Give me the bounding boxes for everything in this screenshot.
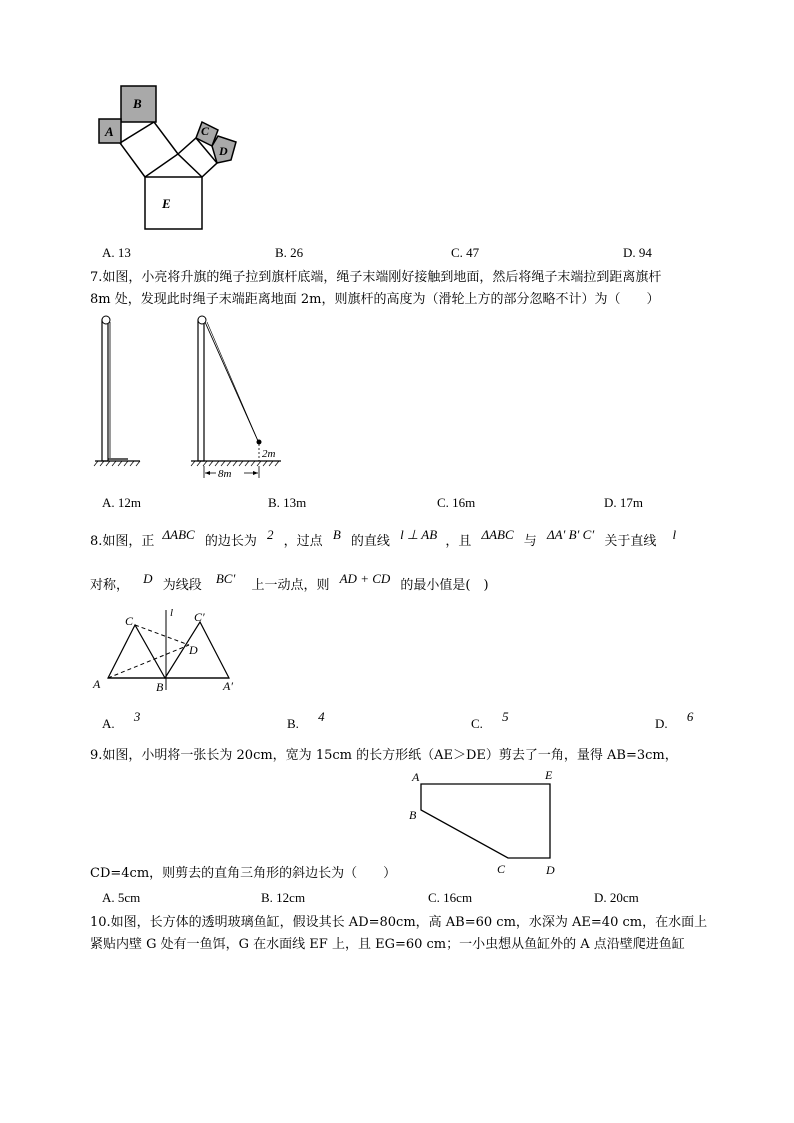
q9-option-d: D. 20cm (594, 890, 639, 905)
q7-option-c: C. 16m (437, 495, 476, 510)
q9-label-d: D (546, 863, 555, 877)
q7-option-d: D. 17m (604, 495, 643, 510)
q8-l1-p7: 关于直线 (604, 534, 657, 549)
q8-l1-m3: B (332, 527, 341, 542)
q7-label-2m: 2m (262, 448, 276, 460)
q6-label-c: C (201, 124, 210, 138)
q8-l2-p1: 对称， (90, 578, 130, 593)
q7-text-line2: 8m 处，发现此时绳子末端距离地面 2m，则旗杆的高度为（滑轮上方的部分忽略不计）为（ ） (90, 292, 660, 307)
q9-label-e: E (545, 768, 553, 782)
q9-text-line2: CD=4cm，则剪去的直角三角形的斜边长为（ ） (90, 866, 397, 881)
q8-l2-m2: BC′ (215, 571, 236, 586)
q9-option-c: C. 16cm (428, 890, 473, 905)
q10-text-line2: 紧贴内壁 G 处有一鱼饵，G 在水面线 EF 上，且 EG=60 cm；一小虫想从鱼缸外的 A 点沿壁爬进鱼缸 (90, 937, 685, 952)
q8-l1-p3: ，过点 (283, 534, 323, 549)
q8-l1-p5: ，且 (445, 534, 472, 549)
q8-l1-m1: ΔABC (162, 527, 195, 542)
q8-label-b: B (156, 680, 164, 694)
q7-option-b: B. 13m (268, 495, 307, 510)
q9-option-a: A. 5cm (102, 890, 141, 905)
q9-option-b: B. 12cm (261, 890, 306, 905)
q10-text-line1: 10.如图，长方体的透明玻璃鱼缸，假设其长 AD=80cm，高 AB=60 cm，水深为 AE=40 cm，在水面上 (90, 915, 708, 930)
q6-option-a: A. 13 (102, 245, 131, 260)
q8-option-d-prefix: D. (655, 716, 668, 731)
q8-l2-p3: 上一动点，则 (251, 578, 330, 593)
q9-label-b: B (409, 808, 417, 822)
q8-option-c-prefix: C. (471, 716, 483, 731)
q8-option-b-value: 4 (318, 709, 325, 724)
q6-label-b: B (133, 96, 142, 111)
q8-option-a-prefix: A. (102, 716, 115, 731)
q8-l1-m5: ΔABC (481, 527, 514, 542)
q8-l2-p2: 为线段 (162, 578, 202, 593)
q8-label-a: A (93, 677, 101, 691)
q6-option-c: C. 47 (451, 245, 480, 260)
q9-text-line1: 9.如图，小明将一张长为 20cm，宽为 15cm 的长方形纸（AE＞DE）剪去了一角，量得 AB=3cm， (90, 748, 678, 763)
q6-label-d: D (219, 144, 228, 158)
q9-label-a: A (412, 770, 420, 784)
q8-l2-m1: D (143, 571, 153, 586)
q7-option-a: A. 12m (102, 495, 141, 510)
q8-l1-m4: l ⊥ AB (400, 527, 438, 542)
q6-label-a: A (105, 124, 114, 139)
q8-option-c-value: 5 (502, 709, 509, 724)
q8-l1-m6: ΔA′ B′ C′ (546, 527, 595, 542)
q8-label-c-prime: C′ (194, 610, 205, 624)
q8-l1-p6: 与 (523, 534, 537, 549)
q8-l2-p4: 的最小值是( ) (400, 578, 489, 593)
q9-label-c: C (497, 862, 506, 876)
q8-l1-p2: 的边长为 (204, 534, 257, 549)
q8-label-l: l (170, 607, 174, 619)
q8-l1-p1: 8.如图，正 (90, 534, 155, 549)
q8-option-b-prefix: B. (287, 716, 299, 731)
q6-option-b: B. 26 (275, 245, 304, 260)
q7-text-line1: 7.如图，小亮将升旗的绳子拉到旗杆底端，绳子末端刚好接触到地面，然后将绳子末端拉到距离旗杆 (90, 270, 662, 285)
q6-label-e: E (162, 196, 171, 211)
q8-l2-m3: AD + CD (339, 571, 391, 586)
q8-option-d-value: 6 (686, 709, 694, 724)
q8-option-a-value: 3 (133, 709, 141, 724)
q8-label-c: C (125, 614, 134, 628)
q8-l1-p4: 的直线 (350, 534, 390, 549)
q8-l1-m7: l (672, 527, 677, 542)
q8-label-d: D (189, 643, 198, 657)
q6-option-d: D. 94 (623, 245, 652, 260)
q8-label-a-prime: A′ (223, 679, 233, 693)
q7-label-8m: 8m (218, 468, 232, 480)
q8-l1-m2: 2 (267, 527, 274, 542)
